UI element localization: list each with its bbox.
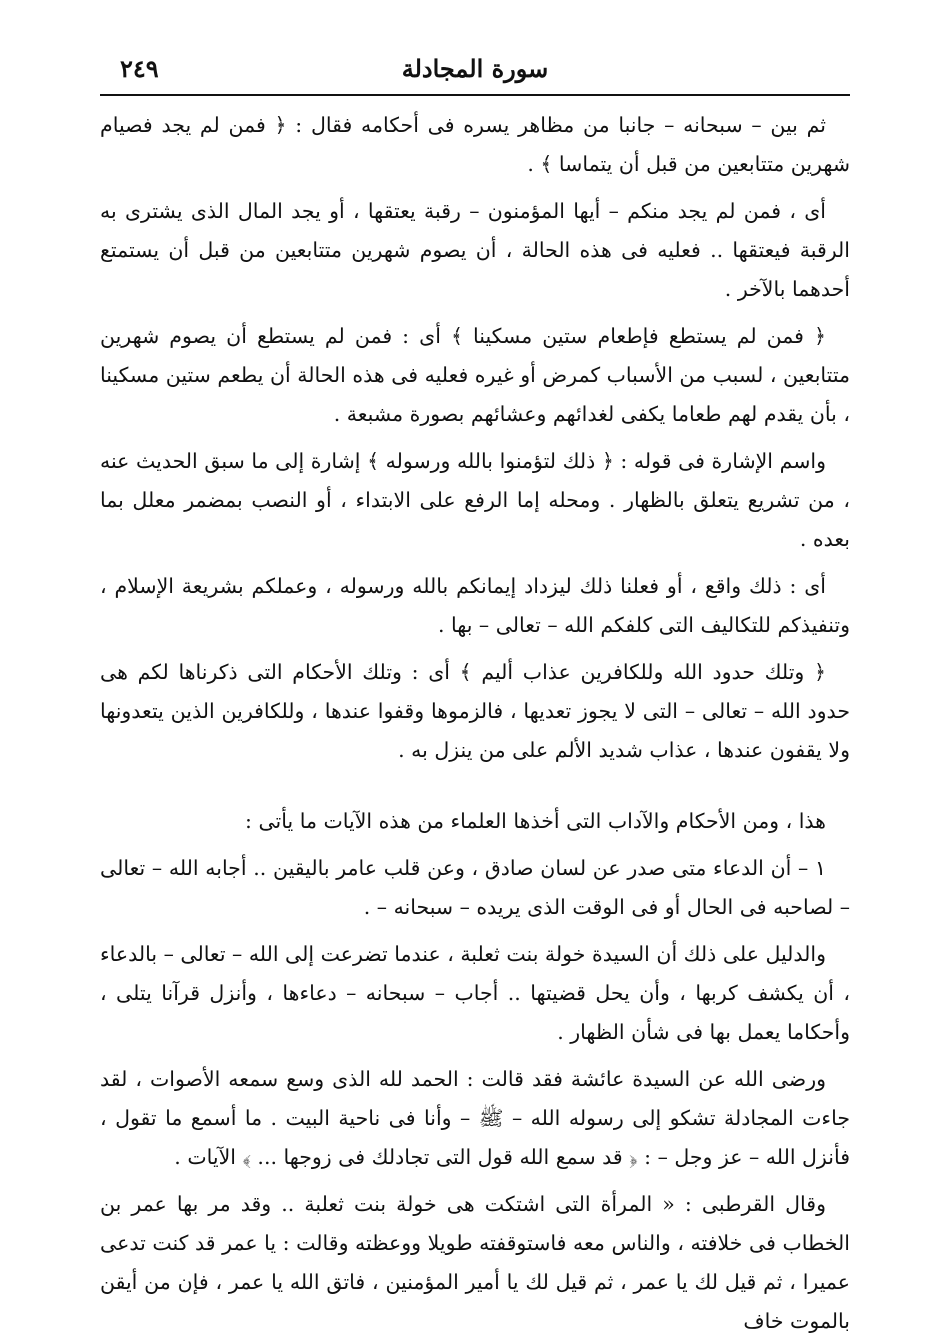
paragraph: واسم الإشارة فى قوله : ﴿ ذلك لتؤمنوا بالله ورسوله ﴾ إشارة إلى ما سبق الحديث عنه ، من تشريع يتعلق بالظهار . ومحله إما الرفع على الابتداء ، أو النصب بمضمر معلل بما بعده . (100, 449, 850, 551)
paragraph: أى : ذلك واقع ، أو فعلنا ذلك ليزداد إيمانكم بالله ورسوله ، وعملكم بشريعة الإسلام ، وتنفيذكم للتكاليف التى كلفكم الله – تعالى – بها . (100, 574, 850, 637)
paragraph: هذا ، ومن الأحكام والآداب التى أخذها العلماء من هذه الآيات ما يأتى : (245, 809, 826, 833)
paragraph: وقال القرطبى : « المرأة التى اشتكت هى خولة بنت ثعلبة .. وقد مر بها عمر بن الخطاب فى خلافته ، والناس معه فاستوقفته طويلا ووعظته وقالت : يا عمر قد كنت تدعى عميرا ، ثم قيل لك يا عمر ، ثم قيل لك يا أمير المؤمنين ، فاتق الله يا عمر ، فإن من أيقن بالموت خاف (100, 1192, 850, 1333)
paragraph: ثم بين – سبحانه – جانبا من مظاهر يسره فى أحكامه فقال : ﴿ فمن لم يجد فصيام شهرين متتابعين من قبل أن يتماسا ﴾ . (100, 113, 850, 176)
page-number: ٢٤٩ (120, 54, 159, 83)
paragraph: والدليل على ذلك أن السيدة خولة بنت ثعلبة ، عندما تضرعت إلى الله – تعالى – بالدعاء ، أن يكشف كربها ، وأن يحل قضيتها .. أجاب – سبحانه – دعاءها ، وأنزل قرآنا يتلى ، وأحكاما يعمل بها فى شأن الظهار . (100, 942, 850, 1044)
paragraph: ١ – أن الدعاء متى صدر عن لسان صادق ، وعن قلب عامر باليقين .. أجابه الله – تعالى – لصاحبه فى الحال أو فى الوقت الذى يريده – سبحانه – . (100, 856, 850, 919)
running-head (100, 0, 850, 96)
paragraph: ﴿ وتلك حدود الله وللكافرين عذاب أليم ﴾ أى : وتلك الأحكام التى ذكرناها لكم هى حدود الله – تعالى – التى لا يجوز تعديها ، فالزموها وقفوا عندها ، وللكافرين الذين يتعدونها ولا يقفون عندها ، عذاب شديد الألم على من ينزل به . (100, 660, 850, 762)
surah-title: سورة المجادلة (401, 54, 549, 83)
paragraph: ﴿ فمن لم يستطع فإطعام ستين مسكينا ﴾ أى : فمن لم يستطع أن يصوم شهرين متتابعين ، لسبب من الأسباب كمرض أو غيره فعليه فى هذه الحالة أن يطعم ستين مسكينا ، بأن يقدم لهم طعاما يكفى لغدائهم وعشائهم بصورة مشبعة . (99, 324, 850, 426)
body-text (100, 96, 850, 1341)
paragraph: ورضى الله عن السيدة عائشة فقد قالت : الحمد لله الذى وسع سمعه الأصوات ، لقد جاءت المجادلة تشكو إلى رسوله الله – ﷺ – وأنا فى ناحية البيت . ما أسمع ما تقول ، فأنزل الله – عز وجل – : ﴿ قد سمع الله قول التى تجادلك فى زوجها ... ﴾ الآيات . (100, 1067, 850, 1169)
paragraph: أى ، فمن لم يجد منكم – أيها المؤمنون – رقبة يعتقها ، أو يجد المال الذى يشترى به الرقبة فيعتقها .. فعليه فى هذه الحالة ، أن يصوم شهرين متتابعين من قبل أن يستمتع أحدهما بالآخر . (100, 199, 850, 301)
